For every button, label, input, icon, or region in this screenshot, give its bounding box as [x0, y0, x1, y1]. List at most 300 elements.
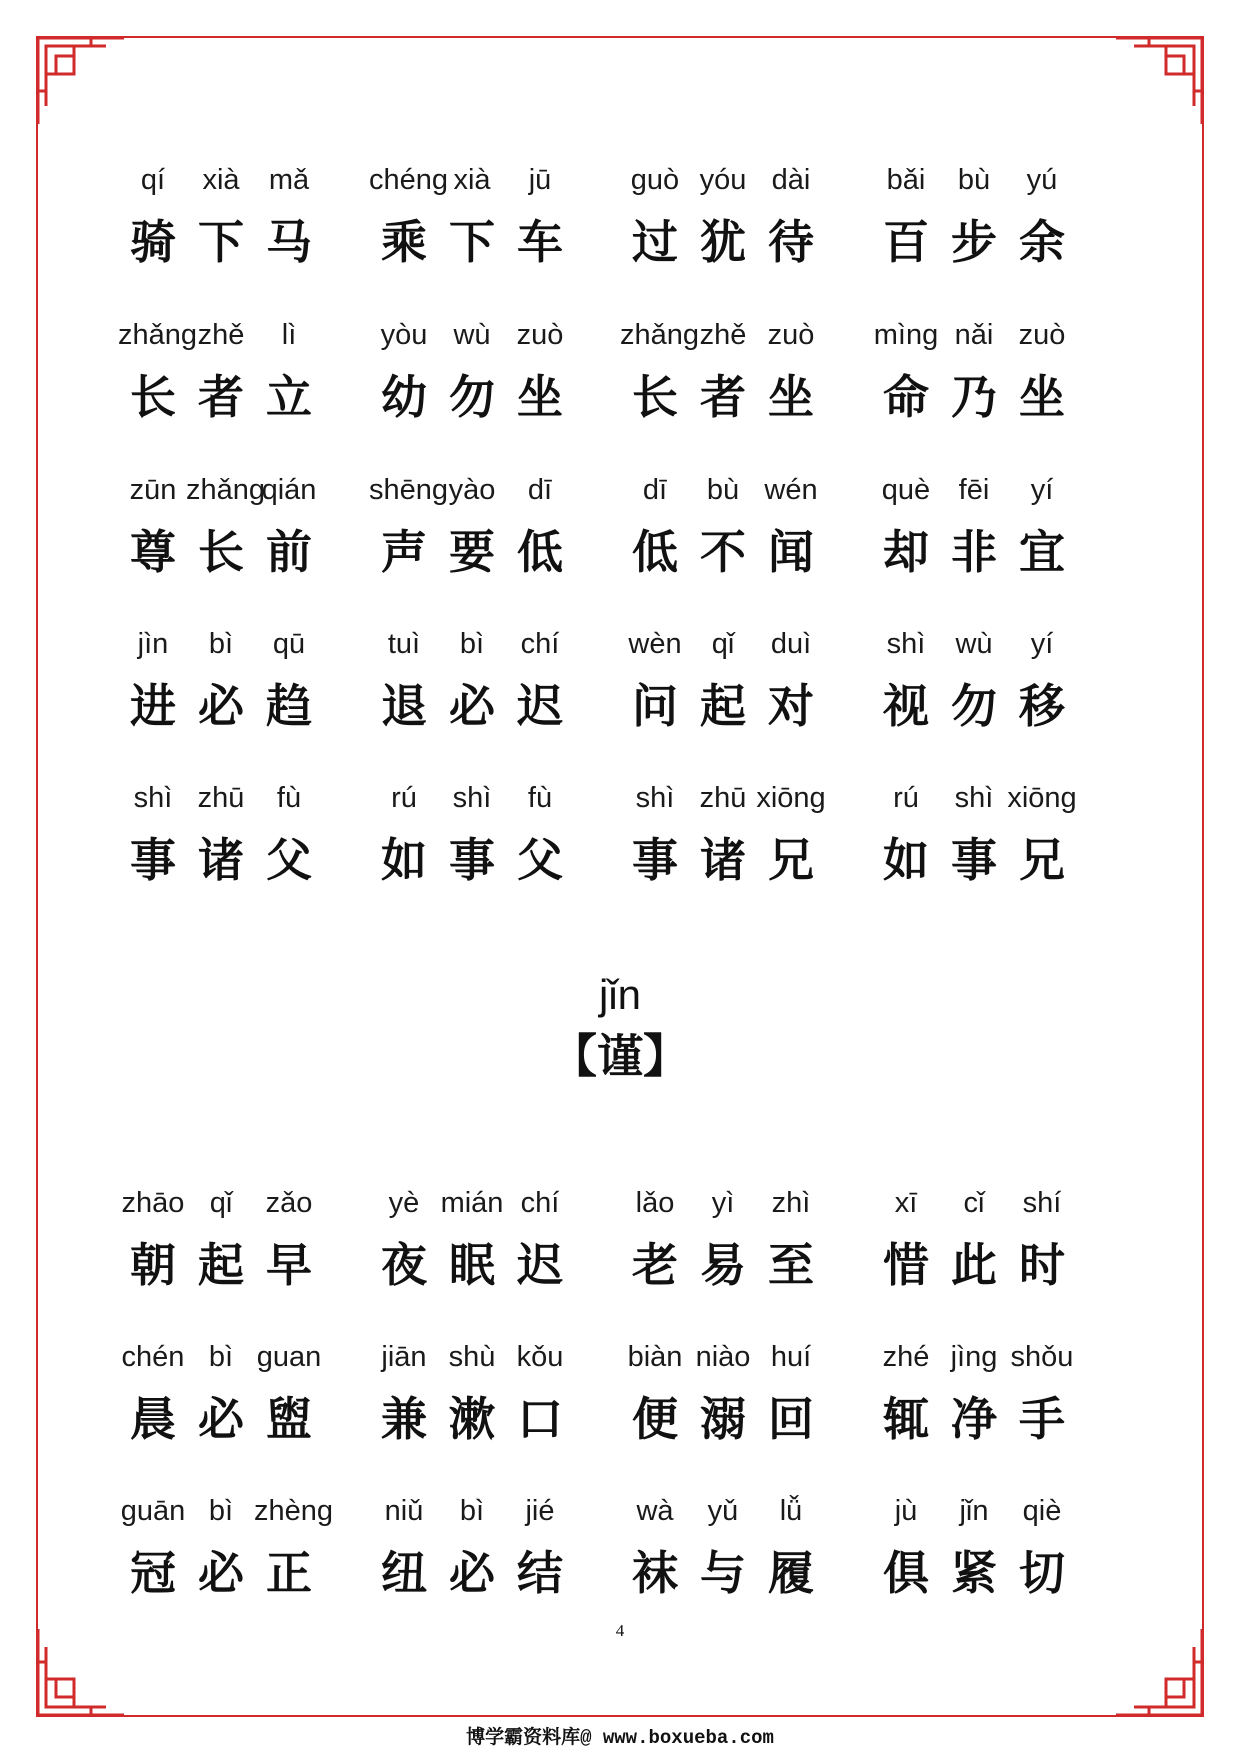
- pinyin-syllable: fù: [276, 782, 302, 814]
- hanzi-character: 事: [130, 833, 176, 887]
- pinyin-syllable: shì: [954, 782, 994, 814]
- hanzi-character: 履: [768, 1546, 814, 1600]
- hanzi-character: 必: [198, 1392, 244, 1446]
- hanzi-character: 起: [198, 1238, 244, 1292]
- pinyin-syllable: zhū: [699, 782, 747, 814]
- pinyin-syllable: shēng: [369, 474, 449, 506]
- hanzi-character: 父: [266, 833, 312, 887]
- pinyin-syllable: yào: [448, 474, 496, 506]
- hanzi-character: 必: [198, 1546, 244, 1600]
- pinyin-syllable: zhě: [699, 319, 747, 351]
- verse-phrase: [369, 315, 599, 435]
- corner-ornament-bottom-right: [1114, 1627, 1204, 1717]
- hanzi-character: 非: [951, 525, 997, 579]
- hanzi-character: 与: [700, 1546, 746, 1600]
- pinyin-line: [118, 1337, 348, 1377]
- corner-ornament-top-right: [1114, 36, 1204, 126]
- hanzi-character: 低: [517, 525, 563, 579]
- hanzi-character: 兄: [1019, 833, 1065, 887]
- pinyin-line: [871, 1337, 1101, 1377]
- pinyin-syllable: zhǎng: [620, 319, 700, 351]
- hanzi-character: 此: [951, 1238, 997, 1292]
- pinyin-syllable: bǎi: [886, 164, 926, 196]
- pinyin-line: [620, 315, 850, 355]
- verse-phrase: [871, 778, 1101, 898]
- hanzi-character: 待: [768, 215, 814, 269]
- hanzi-line: [118, 210, 348, 274]
- hanzi-character: 坐: [1019, 370, 1065, 424]
- hanzi-character: 正: [266, 1546, 312, 1600]
- verse-phrase: [369, 624, 599, 744]
- hanzi-character: 溺: [700, 1392, 746, 1446]
- pinyin-syllable: yì: [711, 1187, 735, 1219]
- hanzi-character: 夜: [381, 1238, 427, 1292]
- pinyin-syllable: qián: [261, 474, 317, 506]
- hanzi-line: [620, 365, 850, 429]
- hanzi-character: 勿: [449, 370, 495, 424]
- pinyin-line: [369, 624, 599, 664]
- hanzi-character: 者: [198, 370, 244, 424]
- hanzi-character: 兄: [768, 833, 814, 887]
- verse-phrase: [118, 778, 348, 898]
- verse-phrase: [369, 778, 599, 898]
- hanzi-character: 切: [1019, 1546, 1065, 1600]
- pinyin-line: [118, 315, 348, 355]
- page-number: 4: [615, 1621, 625, 1640]
- pinyin-line: [871, 470, 1101, 510]
- pinyin-line: [871, 778, 1101, 818]
- verse-phrase: [620, 1491, 850, 1611]
- hanzi-line: [871, 1387, 1101, 1451]
- pinyin-line: [871, 315, 1101, 355]
- hanzi-character: 回: [768, 1392, 814, 1446]
- verse-phrase: [871, 624, 1101, 744]
- pinyin-syllable: jìn: [137, 628, 169, 660]
- pinyin-line: [871, 624, 1101, 664]
- pinyin-line: [118, 624, 348, 664]
- hanzi-character: 结: [517, 1546, 563, 1600]
- hanzi-character: 对: [768, 679, 814, 733]
- pinyin-syllable: huí: [770, 1341, 812, 1373]
- pinyin-syllable: bì: [208, 1341, 234, 1373]
- pinyin-syllable: mián: [440, 1187, 504, 1219]
- hanzi-character: 要: [449, 525, 495, 579]
- verse-row: [118, 1183, 1098, 1303]
- pinyin-syllable: qí: [140, 164, 166, 196]
- pinyin-line: [118, 778, 348, 818]
- hanzi-character: 起: [700, 679, 746, 733]
- pinyin-syllable: wèn: [628, 628, 682, 660]
- verse-phrase: [369, 1337, 599, 1457]
- hanzi-character: 立: [266, 370, 312, 424]
- hanzi-character: 晨: [130, 1392, 176, 1446]
- hanzi-character: 老: [632, 1238, 678, 1292]
- pinyin-syllable: chí: [520, 628, 560, 660]
- pinyin-syllable: xià: [453, 164, 491, 196]
- pinyin-syllable: qiè: [1022, 1495, 1062, 1527]
- hanzi-line: [871, 365, 1101, 429]
- hanzi-character: 至: [768, 1238, 814, 1292]
- pinyin-syllable: zhāo: [121, 1187, 185, 1219]
- pinyin-syllable: lǎo: [635, 1187, 675, 1219]
- pinyin-syllable: yú: [1026, 164, 1058, 196]
- pinyin-syllable: zhě: [197, 319, 245, 351]
- pinyin-syllable: qǐ: [711, 628, 735, 660]
- pinyin-syllable: qū: [272, 628, 306, 660]
- pinyin-line: [871, 160, 1101, 200]
- verse-phrase: [620, 1183, 850, 1303]
- pinyin-syllable: cǐ: [963, 1187, 985, 1219]
- pinyin-syllable: bì: [459, 628, 485, 660]
- pinyin-syllable: shí: [1022, 1187, 1062, 1219]
- verse-phrase: [871, 1183, 1101, 1303]
- pinyin-syllable: chén: [121, 1341, 185, 1373]
- verse-row: [118, 778, 1098, 898]
- hanzi-line: [620, 828, 850, 892]
- hanzi-line: [369, 365, 599, 429]
- pinyin-line: [369, 1183, 599, 1223]
- verse-phrase: [369, 1183, 599, 1303]
- verse-phrase: [620, 1337, 850, 1457]
- pinyin-line: [620, 1337, 850, 1377]
- hanzi-character: 诸: [198, 833, 244, 887]
- pinyin-syllable: yóu: [699, 164, 747, 196]
- verse-phrase: [118, 160, 348, 280]
- pinyin-syllable: bù: [706, 474, 740, 506]
- hanzi-character: 兼: [381, 1392, 427, 1446]
- pinyin-syllable: tuì: [387, 628, 421, 660]
- pinyin-syllable: zhì: [771, 1187, 811, 1219]
- hanzi-line: [118, 1387, 348, 1451]
- pinyin-syllable: què: [881, 474, 931, 506]
- verse-phrase: [620, 470, 850, 590]
- pinyin-syllable: dài: [771, 164, 811, 196]
- hanzi-line: [118, 1541, 348, 1605]
- hanzi-character: 惜: [883, 1238, 929, 1292]
- pinyin-syllable: wù: [955, 628, 993, 660]
- verse-phrase: [620, 315, 850, 435]
- pinyin-line: [620, 160, 850, 200]
- corner-ornament-bottom-left: [36, 1627, 126, 1717]
- pinyin-syllable: guò: [630, 164, 680, 196]
- pinyin-syllable: fēi: [958, 474, 990, 506]
- pinyin-syllable: yòu: [380, 319, 428, 351]
- hanzi-character: 坐: [768, 370, 814, 424]
- hanzi-character: 马: [266, 215, 312, 269]
- pinyin-syllable: bì: [208, 628, 234, 660]
- pinyin-syllable: zuò: [516, 319, 564, 351]
- pinyin-syllable: wà: [636, 1495, 674, 1527]
- pinyin-syllable: bù: [957, 164, 991, 196]
- hanzi-character: 诸: [700, 833, 746, 887]
- hanzi-character: 早: [266, 1238, 312, 1292]
- hanzi-character: 尊: [130, 525, 176, 579]
- pinyin-line: [620, 778, 850, 818]
- hanzi-line: [620, 1541, 850, 1605]
- hanzi-character: 长: [130, 370, 176, 424]
- hanzi-character: 紧: [951, 1546, 997, 1600]
- hanzi-character: 过: [632, 215, 678, 269]
- pinyin-line: [369, 315, 599, 355]
- pinyin-syllable: shì: [635, 782, 675, 814]
- hanzi-line: [369, 1233, 599, 1297]
- pinyin-syllable: chí: [520, 1187, 560, 1219]
- pinyin-syllable: jū: [528, 164, 552, 196]
- pinyin-syllable: guan: [256, 1341, 322, 1373]
- pinyin-syllable: jù: [894, 1495, 918, 1527]
- footer-watermark: 博学霸资料库@ www.boxueba.com: [466, 1727, 774, 1749]
- hanzi-character: 便: [632, 1392, 678, 1446]
- hanzi-line: [369, 828, 599, 892]
- pinyin-syllable: zuò: [1018, 319, 1066, 351]
- pinyin-syllable: zhèng: [254, 1495, 334, 1527]
- hanzi-character: 迟: [517, 679, 563, 733]
- pinyin-syllable: yǔ: [707, 1495, 739, 1527]
- pinyin-syllable: zhǎng: [118, 319, 198, 351]
- hanzi-character: 易: [700, 1238, 746, 1292]
- hanzi-character: 车: [517, 215, 563, 269]
- verse-phrase: [871, 1491, 1101, 1611]
- hanzi-character: 朝: [130, 1238, 176, 1292]
- pinyin-line: [620, 624, 850, 664]
- hanzi-character: 长: [632, 370, 678, 424]
- verse-phrase: [118, 315, 348, 435]
- pinyin-line: [369, 470, 599, 510]
- hanzi-character: 命: [883, 370, 929, 424]
- hanzi-character: 前: [266, 525, 312, 579]
- hanzi-character: 冠: [130, 1546, 176, 1600]
- hanzi-character: 迟: [517, 1238, 563, 1292]
- verse-phrase: [118, 1183, 348, 1303]
- hanzi-line: [620, 520, 850, 584]
- pinyin-line: [871, 1183, 1101, 1223]
- pinyin-syllable: xiōng: [756, 782, 826, 814]
- verse-phrase: [871, 160, 1101, 280]
- pinyin-syllable: shì: [452, 782, 492, 814]
- pinyin-line: [118, 470, 348, 510]
- pinyin-syllable: yí: [1030, 474, 1054, 506]
- pinyin-syllable: lì: [281, 319, 297, 351]
- pinyin-syllable: zuò: [767, 319, 815, 351]
- hanzi-character: 却: [883, 525, 929, 579]
- pinyin-syllable: mǎ: [268, 164, 310, 196]
- hanzi-character: 盥: [266, 1392, 312, 1446]
- hanzi-character: 百: [883, 215, 929, 269]
- hanzi-line: [369, 520, 599, 584]
- hanzi-line: [369, 1387, 599, 1451]
- pinyin-syllable: niǔ: [384, 1495, 424, 1527]
- pinyin-syllable: yí: [1030, 628, 1054, 660]
- hanzi-line: [118, 520, 348, 584]
- hanzi-character: 步: [951, 215, 997, 269]
- pinyin-line: [118, 1491, 348, 1531]
- pinyin-syllable: dī: [527, 474, 553, 506]
- pinyin-line: [871, 1491, 1101, 1531]
- pinyin-syllable: chéng: [369, 164, 449, 196]
- hanzi-character: 必: [198, 679, 244, 733]
- verse-phrase: [369, 1491, 599, 1611]
- hanzi-character: 勿: [951, 679, 997, 733]
- hanzi-line: [871, 828, 1101, 892]
- pinyin-syllable: duì: [770, 628, 812, 660]
- pinyin-line: [620, 1491, 850, 1531]
- hanzi-character: 时: [1019, 1238, 1065, 1292]
- pinyin-syllable: bì: [459, 1495, 485, 1527]
- hanzi-line: [118, 674, 348, 738]
- verse-row: [118, 160, 1098, 280]
- hanzi-line: [871, 674, 1101, 738]
- verse-row: [118, 470, 1098, 590]
- verse-phrase: [118, 1337, 348, 1457]
- pinyin-line: [118, 160, 348, 200]
- pinyin-syllable: shù: [448, 1341, 496, 1373]
- hanzi-character: 趋: [266, 679, 312, 733]
- hanzi-line: [620, 210, 850, 274]
- hanzi-character: 视: [883, 679, 929, 733]
- verse-phrase: [118, 624, 348, 744]
- hanzi-character: 者: [700, 370, 746, 424]
- pinyin-syllable: xiōng: [1007, 782, 1077, 814]
- pinyin-syllable: mìng: [873, 319, 939, 351]
- pinyin-syllable: shì: [886, 628, 926, 660]
- pinyin-line: [369, 1337, 599, 1377]
- pinyin-syllable: jìng: [950, 1341, 998, 1373]
- hanzi-character: 长: [198, 525, 244, 579]
- hanzi-character: 下: [449, 215, 495, 269]
- hanzi-character: 犹: [700, 215, 746, 269]
- verse-row: [118, 315, 1098, 435]
- hanzi-line: [369, 1541, 599, 1605]
- hanzi-character: 进: [130, 679, 176, 733]
- pinyin-syllable: wén: [764, 474, 818, 506]
- verse-row: [118, 1491, 1098, 1611]
- hanzi-character: 声: [381, 525, 427, 579]
- hanzi-character: 如: [381, 833, 427, 887]
- hanzi-character: 问: [632, 679, 678, 733]
- pinyin-syllable: niào: [695, 1341, 751, 1373]
- verse-row: [118, 1337, 1098, 1457]
- pinyin-syllable: xià: [202, 164, 240, 196]
- verse-phrase: [369, 470, 599, 590]
- hanzi-character: 幼: [381, 370, 427, 424]
- hanzi-line: [871, 210, 1101, 274]
- hanzi-character: 必: [449, 679, 495, 733]
- verse-row: [118, 624, 1098, 744]
- pinyin-syllable: zǎo: [265, 1187, 313, 1219]
- pinyin-syllable: rú: [893, 782, 919, 814]
- pinyin-syllable: dī: [642, 474, 668, 506]
- pinyin-syllable: jiān: [381, 1341, 427, 1373]
- hanzi-character: 闻: [768, 525, 814, 579]
- section-heading-title: 【谨】: [551, 1029, 689, 1083]
- hanzi-line: [620, 674, 850, 738]
- verse-phrase: [871, 470, 1101, 590]
- hanzi-character: 必: [449, 1546, 495, 1600]
- hanzi-line: [369, 210, 599, 274]
- verse-phrase: [118, 470, 348, 590]
- pinyin-syllable: yè: [388, 1187, 420, 1219]
- hanzi-character: 净: [951, 1392, 997, 1446]
- hanzi-character: 乃: [951, 370, 997, 424]
- verse-phrase: [369, 160, 599, 280]
- pinyin-syllable: qǐ: [209, 1187, 233, 1219]
- hanzi-character: 袜: [632, 1546, 678, 1600]
- hanzi-line: [871, 520, 1101, 584]
- hanzi-line: [118, 828, 348, 892]
- hanzi-character: 宜: [1019, 525, 1065, 579]
- pinyin-syllable: bì: [208, 1495, 234, 1527]
- hanzi-character: 移: [1019, 679, 1065, 733]
- pinyin-syllable: zūn: [129, 474, 177, 506]
- pinyin-syllable: lǚ: [779, 1495, 803, 1527]
- pinyin-line: [620, 1183, 850, 1223]
- hanzi-character: 漱: [449, 1392, 495, 1446]
- hanzi-line: [369, 674, 599, 738]
- pinyin-syllable: nǎi: [954, 319, 994, 351]
- pinyin-syllable: xī: [894, 1187, 918, 1219]
- pinyin-line: [620, 470, 850, 510]
- corner-ornament-top-left: [36, 36, 126, 126]
- pinyin-syllable: zhǎng: [186, 474, 266, 506]
- hanzi-line: [620, 1387, 850, 1451]
- pinyin-syllable: shǒu: [1010, 1341, 1074, 1373]
- pinyin-syllable: rú: [391, 782, 417, 814]
- hanzi-character: 余: [1019, 215, 1065, 269]
- verse-phrase: [871, 315, 1101, 435]
- hanzi-character: 如: [883, 833, 929, 887]
- pinyin-syllable: kǒu: [516, 1341, 564, 1373]
- hanzi-character: 纽: [381, 1546, 427, 1600]
- hanzi-character: 乘: [381, 215, 427, 269]
- hanzi-character: 手: [1019, 1392, 1065, 1446]
- verse-phrase: [118, 1491, 348, 1611]
- hanzi-character: 父: [517, 833, 563, 887]
- verse-phrase: [620, 778, 850, 898]
- hanzi-line: [118, 365, 348, 429]
- pinyin-line: [118, 1183, 348, 1223]
- hanzi-line: [871, 1541, 1101, 1605]
- hanzi-character: 坐: [517, 370, 563, 424]
- hanzi-character: 事: [951, 833, 997, 887]
- hanzi-character: 事: [449, 833, 495, 887]
- hanzi-character: 辄: [883, 1392, 929, 1446]
- pinyin-line: [369, 160, 599, 200]
- pinyin-line: [369, 778, 599, 818]
- hanzi-character: 俱: [883, 1546, 929, 1600]
- hanzi-character: 低: [632, 525, 678, 579]
- hanzi-character: 事: [632, 833, 678, 887]
- pinyin-syllable: guān: [120, 1495, 186, 1527]
- pinyin-syllable: zhé: [882, 1341, 930, 1373]
- pinyin-line: [369, 1491, 599, 1531]
- hanzi-character: 骑: [130, 215, 176, 269]
- pinyin-syllable: shì: [133, 782, 173, 814]
- verse-phrase: [620, 160, 850, 280]
- pinyin-syllable: jǐn: [959, 1495, 989, 1527]
- hanzi-character: 不: [700, 525, 746, 579]
- section-heading-pinyin: jǐn: [598, 971, 642, 1018]
- pinyin-syllable: wù: [453, 319, 491, 351]
- hanzi-character: 眠: [449, 1238, 495, 1292]
- hanzi-character: 退: [381, 679, 427, 733]
- verse-phrase: [871, 1337, 1101, 1457]
- hanzi-character: 口: [517, 1392, 563, 1446]
- hanzi-character: 下: [198, 215, 244, 269]
- hanzi-line: [620, 1233, 850, 1297]
- pinyin-syllable: biàn: [627, 1341, 683, 1373]
- pinyin-syllable: jié: [525, 1495, 555, 1527]
- verse-phrase: [620, 624, 850, 744]
